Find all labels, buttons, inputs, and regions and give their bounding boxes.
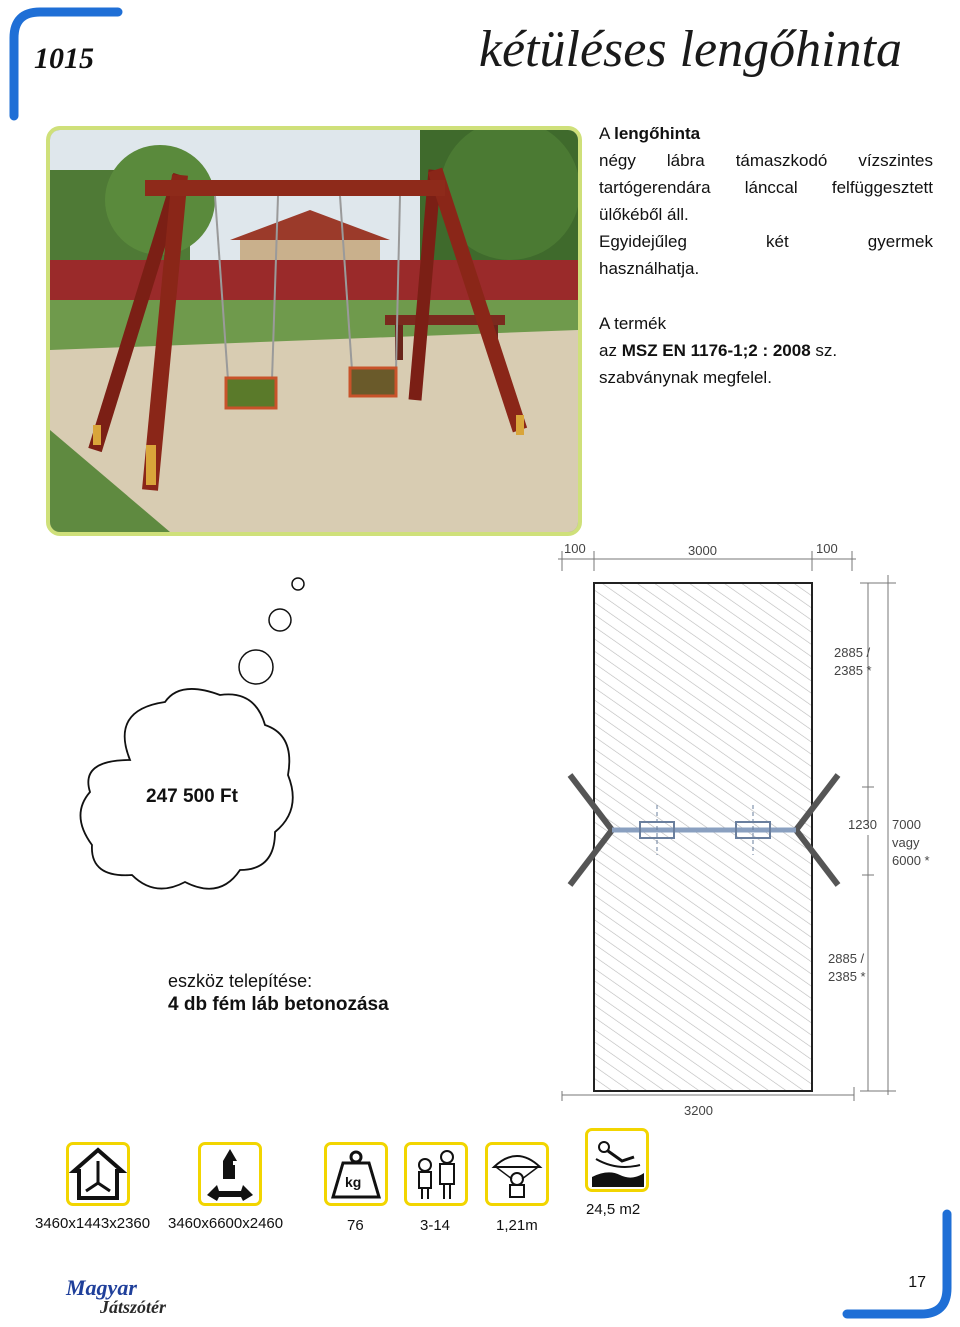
description-line: négy lábra támaszkodó vízszintes (599, 151, 933, 170)
page-number: 17 (908, 1274, 926, 1291)
dimension-lower-a: 2885 / (828, 951, 865, 966)
dimension-top-right: 100 (816, 541, 838, 556)
spec-safety-area: 3460x6600x2460 (168, 1215, 284, 1232)
dimension-bottom: 3200 (684, 1103, 713, 1118)
product-title: kétüléses lengőhinta (478, 21, 902, 78)
installation-value: 4 db fém láb betonozása (168, 994, 389, 1015)
dimension-total-a: 7000 (892, 817, 921, 832)
age-children-icon (404, 1142, 468, 1206)
weight-kg-icon (324, 1142, 388, 1206)
dimension-upper-a: 2885 / (834, 645, 871, 660)
description-intro: A lengőhinta (599, 124, 701, 143)
price: 247 500 Ft (146, 786, 238, 807)
installation-info (168, 970, 389, 1016)
company-logo (66, 1275, 167, 1317)
safety-area-icon (198, 1142, 262, 1206)
description-line: Egyidejűleg két gyermek (599, 232, 933, 251)
corner-bracket-bottom-right (835, 1200, 960, 1327)
spec-age: 3-14 (420, 1217, 451, 1234)
price-cloud (70, 570, 320, 910)
dimension-upper-b: 2385 * (834, 663, 872, 678)
dimension-total-b: vagy (892, 835, 920, 850)
house-dimensions-icon (66, 1142, 130, 1206)
spec-weight: 76 (347, 1217, 364, 1234)
standard-intro: A termék (599, 314, 667, 333)
logo-line2: Játszótér (100, 1297, 167, 1317)
description-product-name: lengőhinta (614, 124, 701, 143)
dimension-top-left: 100 (564, 541, 586, 556)
description-line: tartógerendára lánccal felfüggesztett (599, 178, 933, 197)
standard-line: szabványnak megfelel. (599, 368, 772, 387)
fall-height-icon (485, 1142, 549, 1206)
spec-impact-area: 24,5 m2 (586, 1201, 641, 1218)
impact-area-icon (585, 1128, 649, 1192)
logo-line1: Magyar (66, 1275, 137, 1300)
product-photo (46, 126, 582, 536)
description-line: használhatja. (599, 259, 700, 278)
safety-area-drawing (550, 535, 950, 1125)
product-code: 1015 (34, 42, 94, 75)
installation-label: eszköz telepítése: (168, 971, 313, 991)
dimension-total-c: 6000 * (892, 853, 930, 868)
spec-dimensions: 3460x1443x2360 (35, 1215, 151, 1232)
dimension-mid: 1230 (848, 817, 877, 832)
dimension-top-mid: 3000 (688, 543, 717, 558)
spec-fall-height: 1,21m (496, 1217, 538, 1234)
standard-code: MSZ EN 1176-1;2 : 2008 (621, 341, 811, 360)
standard-line: az MSZ EN 1176-1;2 : 2008 sz. (599, 341, 838, 360)
weight-kg-label: kg (345, 1174, 362, 1190)
description-line: ülőkéből áll. (599, 205, 689, 224)
dimension-lower-b: 2385 * (828, 969, 866, 984)
swing-photo-illustration (50, 130, 578, 532)
product-description (599, 120, 933, 391)
